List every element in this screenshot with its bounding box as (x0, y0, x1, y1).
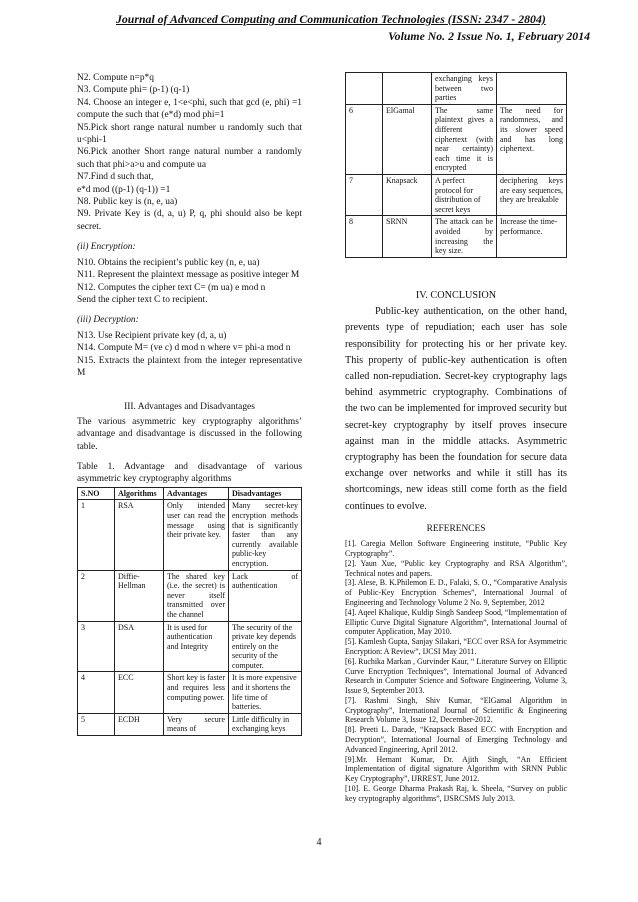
table-cell: ElGamal (383, 104, 432, 174)
column-header: Algorithms (115, 487, 164, 500)
conclusion-text: Public-key authentication, on the other hand, prevents type of repudiation; each user has sole responsibility for protecting his or her private key. This property of public-key authentication is often called non-repudiation. Secret-key cryptography lags behind asymmetric cryptography. Combinations of the two can be implemented for improved security but secret-key cryptography by itself proves insecure against man in the middle attacks. Asymmetric cryptography has been the foundation for secure data exchange over networks and while it still has its shortcomings, new ideas still come forth as the field continues to evolve. (345, 306, 567, 512)
table-cell (497, 73, 567, 105)
table-cell (346, 73, 383, 105)
reference-item: [6]. Ruchika Markan , Gurvinder Kaur, “ Literature Survey on Elliptic Curve Encryption Techniques”, International Journal of Advanced Research in Computer Science and Software Engineering, Volume 3, Issue 9, September 2013. (345, 656, 567, 696)
table-cell: The shared key (i.e. the secret) is never itself transmitted over the channel (164, 570, 229, 621)
table-cell: 5 (78, 713, 115, 735)
table-cell: 8 (346, 216, 383, 257)
comparison-table (77, 487, 302, 736)
table-row (346, 104, 567, 174)
table-row (346, 174, 567, 215)
table-row (346, 73, 567, 105)
table-row (78, 621, 302, 672)
right-column (345, 72, 567, 804)
table-cell: 6 (346, 104, 383, 174)
table-cell: RSA (115, 500, 164, 570)
left-column (77, 72, 302, 736)
table-cell: SRNN (383, 216, 432, 257)
comparison-table-continued (345, 72, 567, 258)
table-cell: Diffie-Hellman (115, 570, 164, 621)
reference-item: [8]. Preeti L. Darade, “Knapsack Based ECC with Encryption and Decryption”, International Journal of Emerging Technology and Advanced Engineering, April 2012. (345, 725, 567, 754)
reference-item: [2]. Yaun Xue, “Public key Cryptography and RSA Algorithm”, Technical notes and papers. (345, 558, 567, 578)
table-cell (383, 73, 432, 105)
table-cell: 7 (346, 174, 383, 215)
references-list (345, 539, 567, 804)
table-cell: It is more expensive and it shortens the life time of batteries. (229, 672, 302, 713)
table-cell: Lack of authentication (229, 570, 302, 621)
table-cell: The security of the private key depends entirely on the security of the computer. (229, 621, 302, 672)
reference-item: [9].Mr. Hemant Kumar, Dr. Ajith Singh, “An Efficient Implementation of digital signature Algorithm with SRNN Public Key Cryptography”, IJRREST, June 2012. (345, 754, 567, 784)
reference-item: [5]. Kamlesh Gupta, Sanjay Silakari, “ECC over RSA for Asymmetric Encryption: A Review”, IJCSI May 2011. (345, 637, 567, 656)
table-cell: Very secure means of (164, 713, 229, 735)
table-caption: Table 1. Advantage and disadvantage of various asymmetric key cryptography algorithms (77, 461, 302, 485)
encryption-heading: (ii) Encryption: (77, 242, 136, 253)
table-cell: It is used for authentication and Integrity (164, 621, 229, 672)
table-cell: Increase the time-performance. (497, 216, 567, 257)
table-row (78, 570, 302, 621)
section-text: The various asymmetric key cryptography algorithms’ advantage and disadvantage is discussed in the following table. (77, 416, 302, 452)
table-cell: 4 (78, 672, 115, 713)
reference-item: [10]. E. George Dharma Prakash Raj, k. Sheela, “Survey on public key cryptography algorithms”, IJSRCSMS July 2013. (345, 784, 567, 803)
table-cell: deciphering keys are easy sequences, they are breakable (497, 174, 567, 215)
table-row (78, 713, 302, 735)
table-cell: Many secret-key encryption methods that is significantly faster than any currently available public-key encryption. (229, 500, 302, 570)
decryption-heading: (iii) Decryption: (77, 315, 139, 326)
reference-item: [3]. Alese, B. K.Philemon E. D., Falaki, S. O., “Comparative Analysis of Public-Key Encryption Schemes”, International Journal of Engineering and Technology Volume 2 No. 9, September, 2012 (345, 578, 567, 607)
table-cell: Short key is faster and requires less computing power. (164, 672, 229, 713)
step: N2. Compute n=p*q (77, 73, 154, 83)
reference-item: [4]. Aqeel Khalique, Kuldip Singh Sandeep Sood, “Implementation of Elliptic Curve Digital Signature Algorithm”, International Journal of computer Application, May 2010. (345, 607, 567, 637)
table-cell: Knapsack (383, 174, 432, 215)
table-row (78, 500, 302, 570)
volume-info: Volume No. 2 Issue No. 1, February 2014 (388, 29, 590, 43)
step: N10. Obtains the recipient’s public key (n, e, ua) (77, 257, 260, 268)
table-row (78, 672, 302, 713)
table-cell: 3 (78, 621, 115, 672)
step: N6.Pick another Short range natural number a randomly such that phi>a>u and compute ua (77, 147, 302, 170)
step: N4. Choose an integer e, 1<e<phi, such that gcd (e, phi) =1 compute the such that (e*d) mod phi=1 (77, 97, 302, 121)
step: N13. Use Recipient private key (d, a, u) (77, 330, 227, 341)
column-header: S.NO (78, 487, 115, 500)
table-cell: Little difficulty in exchanging keys (229, 713, 302, 735)
step: N9. Private Key is (d, a, u) P, q, phi should also be kept secret. (77, 209, 302, 232)
table-cell: ECDH (115, 713, 164, 735)
step: N12. Computes the cipher text C= (m ua) e mod n (77, 282, 266, 293)
table-cell: Only intended user can read the message using their private key. (164, 500, 229, 570)
table-cell: A perfect protocol for distribution of secret keys (432, 174, 497, 215)
key-generation-steps (77, 72, 302, 233)
step: N8. Public key is (n, e, ua) (77, 197, 178, 208)
table-cell: 2 (78, 570, 115, 621)
step: N11. Represent the plaintext message as positive integer M (77, 270, 300, 281)
reference-item: [7]. Rashmi Singh, Shiv Kumar, “ElGamal Algorithm in Cryptography”, International Journal of Scientific & Engineering Research Volume 3, Issue 12, December-2012. (345, 695, 567, 725)
column-header: Disadvantages (229, 487, 302, 500)
step: N5.Pick short range natural number u randomly such that u<phi-1 (77, 122, 302, 146)
table-cell: The need for randomness, and its slower speed and has long ciphertext. (497, 104, 567, 174)
step: N15. Extracts the plaintext from the integer representative M (77, 355, 302, 378)
table-cell: exchanging keys between two parties (432, 73, 497, 105)
step: N7.Find d such that, (77, 172, 154, 183)
table-row (346, 216, 567, 257)
conclusion-heading: IV. CONCLUSION (415, 289, 497, 301)
table-cell: The same plaintext gives a different ciphertext (with near certainty) each time it is encrypted (432, 104, 497, 174)
table-cell: DSA (115, 621, 164, 672)
journal-title: Journal of Advanced Computing and Communication Technologies (116, 12, 445, 26)
column-header: Advantages (164, 487, 229, 500)
table-cell: The attack can be avoided by increasing the key size. (432, 216, 497, 257)
table-header-row (78, 487, 302, 500)
reference-item: [1]. Caregia Mellon Software Engineering institute, “Public Key Cryptography”. (345, 539, 567, 558)
step: N3. Compute phi= (p-1) (q-1) (77, 85, 190, 96)
step: N14. Compute M= (ve c) d mod n where v= phi-a mod n (77, 343, 291, 354)
table-cell: 1 (78, 500, 115, 570)
table-cell: ECC (115, 672, 164, 713)
references-heading: REFERENCES (426, 523, 486, 534)
step: e*d mod ((p-1) (q-1)) =1 (77, 184, 171, 195)
section-heading: III. Advantages and Disadvantages (124, 402, 255, 413)
journal-header (116, 12, 596, 27)
journal-issn: (ISSN: 2347 - 2804) (447, 12, 546, 26)
step: Send the cipher text C to recipient. (77, 294, 208, 305)
page-number: 4 (316, 837, 322, 848)
